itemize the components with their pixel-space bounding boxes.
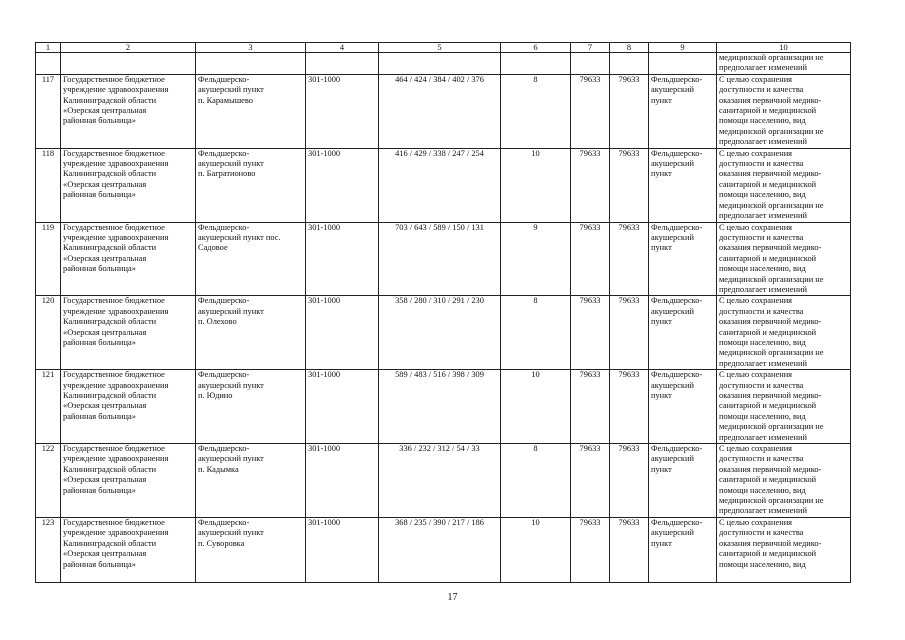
code-cell: 79633: [610, 74, 649, 148]
code-cell: 79633: [571, 296, 610, 370]
table-row: [36, 444, 851, 518]
row-number: 119: [36, 222, 61, 296]
code-cell: 79633: [610, 370, 649, 444]
population-range: 301-1000: [306, 222, 379, 296]
row-number: 123: [36, 517, 61, 582]
facility-name: Фельдшерско- акушерский пункт п. Олехово: [196, 296, 306, 370]
code-cell: 79633: [571, 444, 610, 518]
code-cell: 79633: [610, 222, 649, 296]
population-range: 301-1000: [306, 296, 379, 370]
facility-table: [35, 42, 851, 583]
header-cell-10: 10: [717, 43, 851, 53]
header-row: [36, 43, 851, 53]
table-cell: [196, 53, 306, 75]
facility-type: Фельдшерско- акушерский пункт: [649, 74, 717, 148]
staff-count: 10: [501, 517, 571, 582]
table-row: [36, 370, 851, 444]
table-row: [36, 148, 851, 222]
population-values: 358 / 280 / 310 / 291 / 230: [379, 296, 501, 370]
header-cell-9: 9: [649, 43, 717, 53]
header-cell-4: 4: [306, 43, 379, 53]
organization-name: Государственное бюджетное учреждение здравоохранения Калининградской области «Озерская центральная районная больница»: [61, 296, 196, 370]
table-cell: [379, 53, 501, 75]
facility-type: Фельдшерско- акушерский пункт: [649, 370, 717, 444]
code-cell: 79633: [610, 148, 649, 222]
population-values: 464 / 424 / 384 / 402 / 376: [379, 74, 501, 148]
population-range: 301-1000: [306, 148, 379, 222]
code-cell: 79633: [610, 444, 649, 518]
code-cell: 79633: [571, 517, 610, 582]
population-values: 336 / 232 / 312 / 54 / 33: [379, 444, 501, 518]
organization-name: Государственное бюджетное учреждение здравоохранения Калининградской области «Озерская центральная районная больница»: [61, 517, 196, 582]
organization-name: Государственное бюджетное учреждение здравоохранения Калининградской области «Озерская центральная районная больница»: [61, 370, 196, 444]
table-cell: [306, 53, 379, 75]
code-cell: 79633: [610, 296, 649, 370]
facility-name: Фельдшерско- акушерский пункт п. Юдино: [196, 370, 306, 444]
facility-type: Фельдшерско- акушерский пункт: [649, 222, 717, 296]
table-row: [36, 74, 851, 148]
header-cell-1: 1: [36, 43, 61, 53]
row-number: 120: [36, 296, 61, 370]
staff-count: 8: [501, 444, 571, 518]
table-cell: [36, 53, 61, 75]
header-cell-6: 6: [501, 43, 571, 53]
table-cell: [571, 53, 610, 75]
population-range: 301-1000: [306, 517, 379, 582]
table-cell: [649, 53, 717, 75]
staff-count: 10: [501, 148, 571, 222]
code-cell: 79633: [571, 222, 610, 296]
note-text: С целью сохранения доступности и качества оказания первичной медико- санитарной и медицинской помощи населению, вид медицинской организации не предполагает изменений: [717, 222, 851, 296]
code-cell: 79633: [610, 517, 649, 582]
header-cell-7: 7: [571, 43, 610, 53]
continuation-note: медицинской организации не предполагает изменений: [717, 53, 851, 75]
population-range: 301-1000: [306, 444, 379, 518]
note-text: С целью сохранения доступности и качества оказания первичной медико- санитарной и медицинской помощи населению, вид медицинской организации не предполагает изменений: [717, 74, 851, 148]
facility-type: Фельдшерско- акушерский пункт: [649, 444, 717, 518]
row-number: 121: [36, 370, 61, 444]
note-text: С целью сохранения доступности и качества оказания первичной медико- санитарной и медицинской помощи населению, вид медицинской организации не предполагает изменений: [717, 444, 851, 518]
table-cell: [610, 53, 649, 75]
population-values: 416 / 429 / 338 / 247 / 254: [379, 148, 501, 222]
header-cell-8: 8: [610, 43, 649, 53]
header-cell-3: 3: [196, 43, 306, 53]
row-number: 122: [36, 444, 61, 518]
table-row: [36, 296, 851, 370]
staff-count: 8: [501, 296, 571, 370]
organization-name: Государственное бюджетное учреждение здравоохранения Калининградской области «Озерская центральная районная больница»: [61, 444, 196, 518]
population-values: 703 / 643 / 589 / 150 / 131: [379, 222, 501, 296]
facility-type: Фельдшерско- акушерский пункт: [649, 517, 717, 582]
population-range: 301-1000: [306, 370, 379, 444]
population-values: 589 / 483 / 516 / 398 / 309: [379, 370, 501, 444]
table-cell: [501, 53, 571, 75]
staff-count: 9: [501, 222, 571, 296]
note-text: С целью сохранения доступности и качества оказания первичной медико- санитарной и медицинской помощи населению, вид медицинской организации не предполагает изменений: [717, 148, 851, 222]
facility-type: Фельдшерско- акушерский пункт: [649, 296, 717, 370]
table-row: [36, 517, 851, 582]
organization-name: Государственное бюджетное учреждение здравоохранения Калининградской области «Озерская центральная районная больница»: [61, 74, 196, 148]
facility-name: Фельдшерско- акушерский пункт п. Карамышево: [196, 74, 306, 148]
header-cell-2: 2: [61, 43, 196, 53]
page-number: 17: [447, 592, 458, 603]
row-number: 117: [36, 74, 61, 148]
continuation-row: [36, 53, 851, 75]
population-values: 368 / 235 / 390 / 217 / 186: [379, 517, 501, 582]
facility-name: Фельдшерско- акушерский пункт п. Багратионово: [196, 148, 306, 222]
code-cell: 79633: [571, 74, 610, 148]
code-cell: 79633: [571, 370, 610, 444]
note-text: С целью сохранения доступности и качества оказания первичной медико- санитарной и медицинской помощи населению, вид медицинской организации не предполагает изменений: [717, 296, 851, 370]
facility-name: Фельдшерско- акушерский пункт п. Кадымка: [196, 444, 306, 518]
facility-type: Фельдшерско- акушерский пункт: [649, 148, 717, 222]
row-number: 118: [36, 148, 61, 222]
organization-name: Государственное бюджетное учреждение здравоохранения Калининградской области «Озерская центральная районная больница»: [61, 148, 196, 222]
staff-count: 8: [501, 74, 571, 148]
header-cell-5: 5: [379, 43, 501, 53]
note-text: С целью сохранения доступности и качества оказания первичной медико- санитарной и медицинской помощи населению, вид медицинской организации не предполагает изменений: [717, 370, 851, 444]
organization-name: Государственное бюджетное учреждение здравоохранения Калининградской области «Озерская центральная районная больница»: [61, 222, 196, 296]
facility-name: Фельдшерско- акушерский пункт пос. Садовое: [196, 222, 306, 296]
code-cell: 79633: [571, 148, 610, 222]
staff-count: 10: [501, 370, 571, 444]
population-range: 301-1000: [306, 74, 379, 148]
note-text: С целью сохранения доступности и качества оказания первичной медико- санитарной и медицинской помощи населению, вид: [717, 517, 851, 582]
table-row: [36, 222, 851, 296]
facility-name: Фельдшерско- акушерский пункт п. Суворовка: [196, 517, 306, 582]
table-cell: [61, 53, 196, 75]
